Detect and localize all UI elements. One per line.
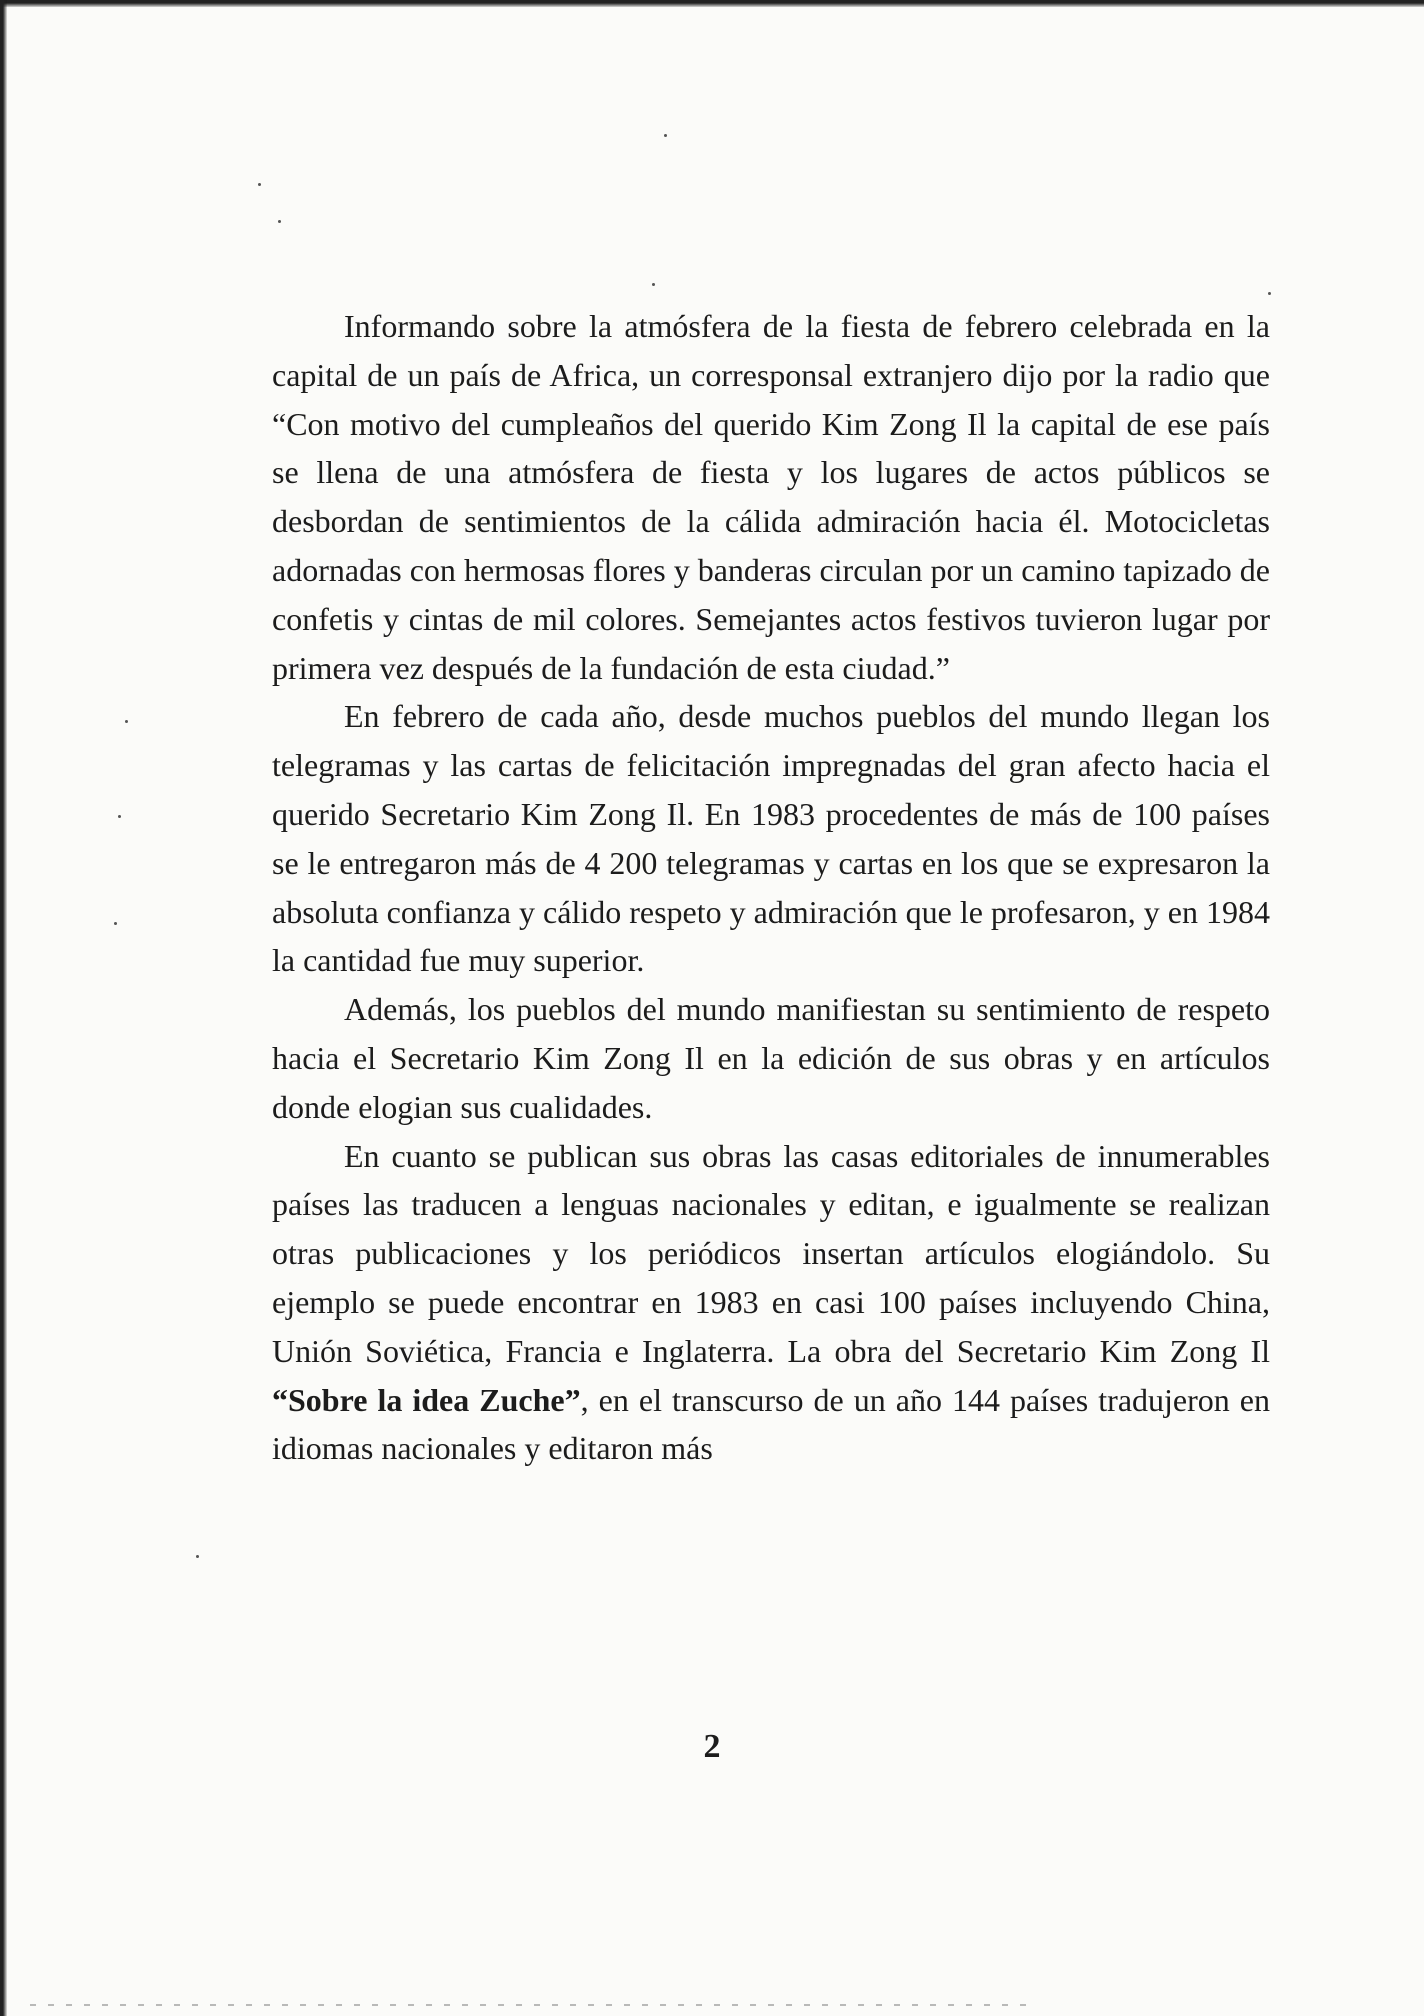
paragraph-4-text-start: En cuanto se publican sus obras las casas editoriales de innumerables países las traducen a lenguas nacionales y editan, e igualmente se realizan otras publicaciones y los periódicos insertan artículos elogiándolo. Su ejemplo se puede encontrar en 1983 en casi 100 países incluyendo China, Unión Soviética, Francia e Inglaterra. La obra del Secretario Kim Zong Il <box>272 1137 1270 1369</box>
scan-left-edge <box>0 0 7 2016</box>
page-number: 2 <box>703 1728 721 1765</box>
scan-speck <box>652 283 655 286</box>
scan-top-edge <box>0 0 1424 7</box>
book-title: “Sobre la idea Zuche” <box>272 1381 581 1418</box>
scan-speck <box>196 1555 199 1558</box>
paragraph-4 <box>272 1132 1270 1474</box>
scan-speck <box>258 183 261 186</box>
scan-speck <box>125 720 128 723</box>
paragraph-1: Informando sobre la atmósfera de la fiesta de febrero celebrada en la capital de un país de Africa, un corresponsal extranjero dijo por la radio que “Con motivo del cumpleaños del querido Kim Zong Il la capital de ese país se llena de una atmósfera de fiesta y los lugares de actos públicos se desbordan de sentimientos de la cálida admiración hacia él. Motocicletas adornadas con hermosas flores y banderas circulan por un camino tapizado de confetis y cintas de mil colores. Semejantes actos festivos tuvieron lugar por primera vez después de la fundación de esta ciudad.” <box>272 308 1270 686</box>
paragraph-3: Además, los pueblos del mundo manifiestan su sentimiento de respeto hacia el Secretario Kim Zong Il en la edición de sus obras y en artículos donde elogian sus cualidades. <box>272 991 1270 1125</box>
scan-speck <box>118 815 121 818</box>
scan-speck <box>114 922 117 925</box>
document-body <box>272 302 1270 1473</box>
paragraph-2: En febrero de cada año, desde muchos pueblos del mundo llegan los telegramas y las cartas de felicitación impregnadas del gran afecto hacia el querido Secretario Kim Zong Il. En 1983 procedentes de más de 100 países se le entregaron más de 4 200 telegramas y cartas en los que se expresaron la absoluta confianza y cálido respeto y admiración que le profesaron, y en 1984 la cantidad fue muy superior. <box>272 698 1270 979</box>
scan-bottom-noise <box>30 2004 1030 2006</box>
scan-speck <box>664 134 667 137</box>
scan-speck <box>278 220 281 223</box>
paragraph-4-text-end: , en el transcurso de un año 144 países tradujeron en idiomas nacionales y editaron más <box>272 1381 1271 1467</box>
scan-speck <box>1268 292 1271 295</box>
